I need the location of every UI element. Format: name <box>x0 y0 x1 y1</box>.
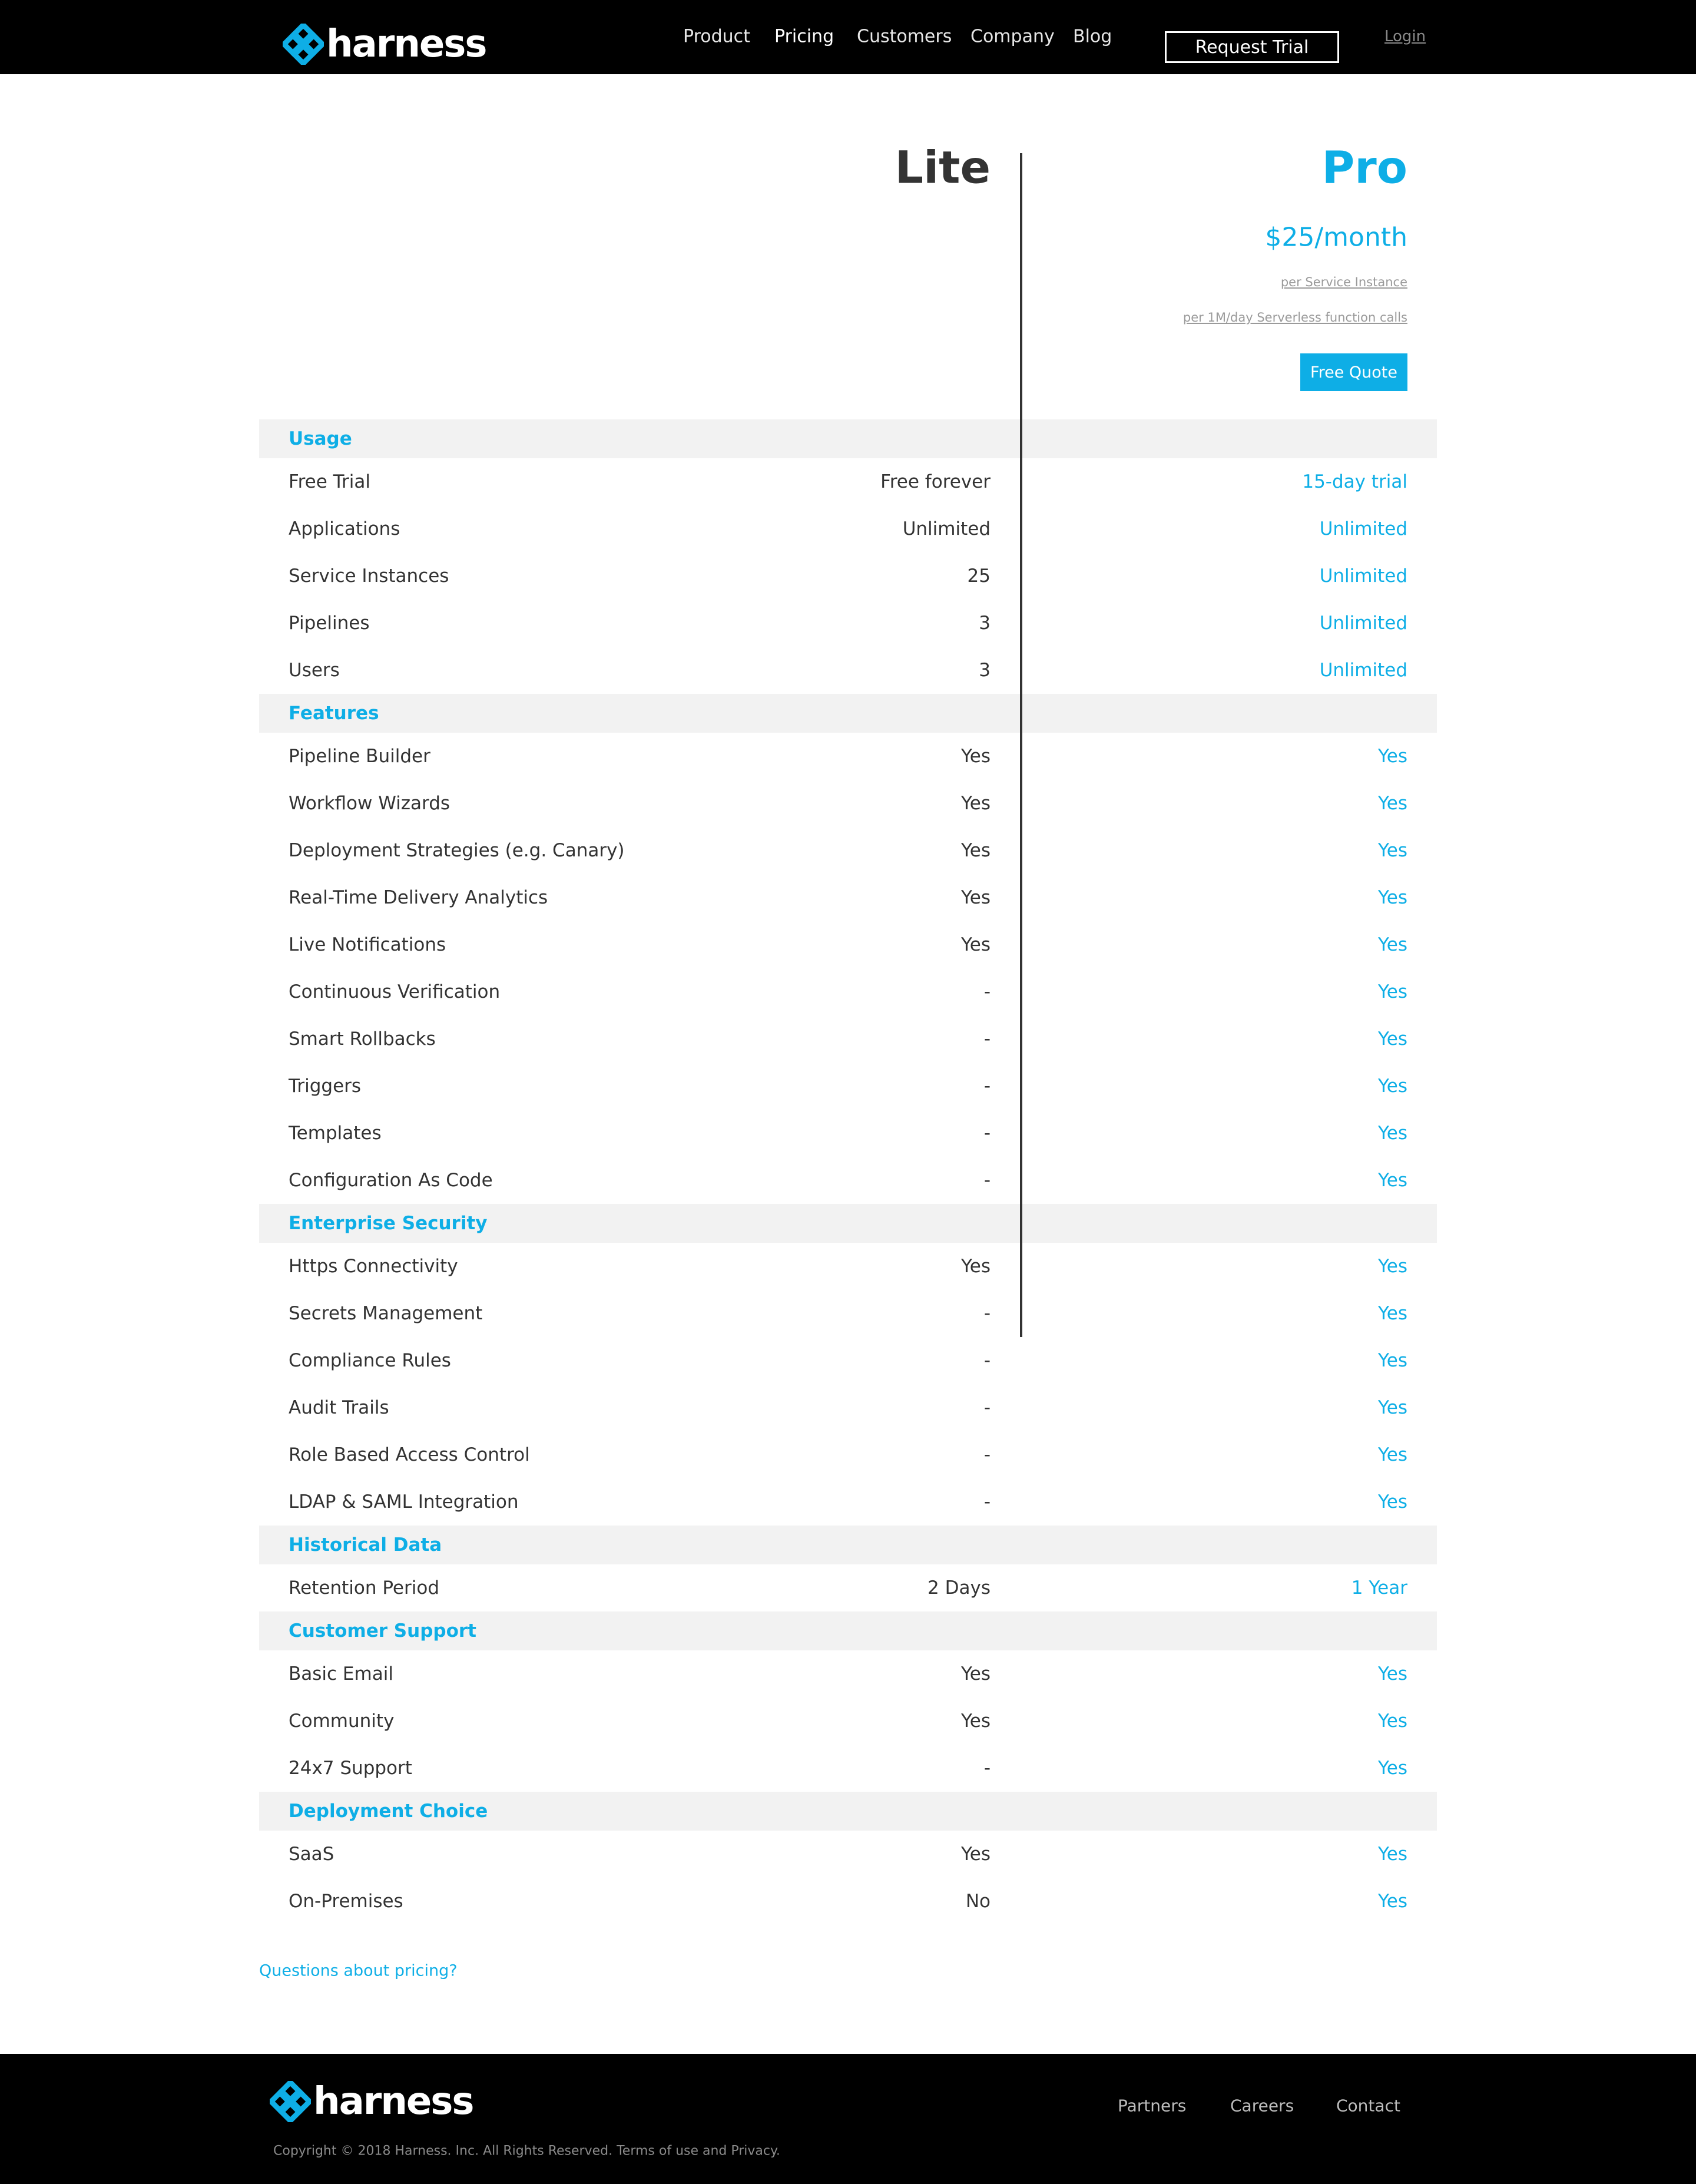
plan-pro-price: $25/month <box>1265 222 1407 253</box>
harness-logo[interactable] <box>283 24 486 65</box>
pro-value: Yes <box>1377 887 1407 908</box>
pro-note-service-instance[interactable]: per Service Instance <box>1280 275 1407 289</box>
feature-label: Users <box>289 660 340 681</box>
plan-pro-title: Pro <box>1321 141 1407 194</box>
feature-label: On-Premises <box>289 1891 403 1912</box>
column-divider <box>1020 153 1022 1337</box>
section-title: Customer Support <box>289 1620 476 1642</box>
footer-link-careers[interactable]: Careers <box>1230 2096 1294 2116</box>
pro-value: Yes <box>1377 1444 1407 1465</box>
lite-value: - <box>983 1170 991 1191</box>
logo-wordmark: harness <box>326 22 486 66</box>
pro-value: Yes <box>1377 1076 1407 1097</box>
feature-label: Templates <box>289 1123 382 1144</box>
section-band <box>259 694 1437 733</box>
feature-label: Deployment Strategies (e.g. Canary) <box>289 840 625 861</box>
feature-label: Real-Time Delivery Analytics <box>289 887 548 908</box>
harness-logo-icon <box>270 2081 311 2122</box>
free-quote-button[interactable]: Free Quote <box>1300 353 1407 391</box>
pro-value: Yes <box>1377 793 1407 814</box>
lite-value: - <box>983 1758 991 1779</box>
feature-label: Configuration As Code <box>289 1170 493 1191</box>
feature-label: LDAP & SAML Integration <box>289 1491 519 1513</box>
section-title: Usage <box>289 428 352 449</box>
feature-label: SaaS <box>289 1844 334 1865</box>
section-title: Historical Data <box>289 1534 442 1556</box>
lite-value: Yes <box>960 1256 991 1277</box>
questions-about-pricing-link[interactable]: Questions about pricing? <box>259 1961 458 1980</box>
request-trial-button[interactable]: Request Trial <box>1165 31 1339 63</box>
pro-value: Yes <box>1377 1303 1407 1324</box>
section-title: Deployment Choice <box>289 1801 488 1822</box>
pro-value: Yes <box>1377 981 1407 1002</box>
feature-label: Basic Email <box>289 1663 393 1685</box>
login-link[interactable]: Login <box>1384 28 1426 45</box>
lite-value: Yes <box>960 793 991 814</box>
feature-label: Service Instances <box>289 565 449 587</box>
feature-label: Https Connectivity <box>289 1256 458 1277</box>
pro-value: Yes <box>1377 1491 1407 1513</box>
feature-label: Live Notifications <box>289 934 446 955</box>
plan-lite-title: Lite <box>895 141 991 194</box>
feature-label: Compliance Rules <box>289 1350 451 1371</box>
pro-value: Yes <box>1377 934 1407 955</box>
pro-note-serverless[interactable]: per 1M/day Serverless function calls <box>1182 310 1407 325</box>
lite-value: Yes <box>960 1844 991 1865</box>
feature-label: Community <box>289 1710 395 1732</box>
feature-label: Audit Trails <box>289 1397 389 1418</box>
pro-value: Yes <box>1377 840 1407 861</box>
pro-value: Yes <box>1377 1350 1407 1371</box>
harness-logo-icon <box>283 24 324 65</box>
pro-value: Yes <box>1377 1028 1407 1050</box>
feature-label: Pipeline Builder <box>289 746 430 767</box>
feature-label: Workflow Wizards <box>289 793 450 814</box>
pro-value: Yes <box>1377 1758 1407 1779</box>
pro-value: Yes <box>1377 1710 1407 1732</box>
lite-value: Unlimited <box>902 518 991 540</box>
nav-blog[interactable]: Blog <box>1073 26 1112 47</box>
footer <box>0 2054 1696 2184</box>
lite-value: 3 <box>979 660 991 681</box>
section-title: Features <box>289 703 379 724</box>
lite-value: - <box>983 1303 991 1324</box>
pro-value: Yes <box>1377 1123 1407 1144</box>
pro-value: Unlimited <box>1319 518 1407 540</box>
feature-label: Role Based Access Control <box>289 1444 530 1465</box>
pro-value: Yes <box>1377 746 1407 767</box>
lite-value: 3 <box>979 613 991 634</box>
feature-label: Applications <box>289 518 400 540</box>
feature-label: Free Trial <box>289 471 370 492</box>
lite-value: Free forever <box>880 471 991 492</box>
top-navigation-bar <box>0 0 1696 74</box>
lite-value: Yes <box>960 887 991 908</box>
lite-value: Yes <box>960 746 991 767</box>
nav-product[interactable]: Product <box>683 26 750 47</box>
nav-pricing[interactable]: Pricing <box>774 26 834 47</box>
footer-link-partners[interactable]: Partners <box>1118 2096 1187 2116</box>
feature-label: Triggers <box>289 1076 362 1097</box>
copyright-text: Copyright © 2018 Harness. Inc. All Rights Reserved. Terms of use and Privacy. <box>273 2143 780 2159</box>
section-title: Enterprise Security <box>289 1213 488 1234</box>
footer-logo-wordmark: harness <box>313 2080 473 2123</box>
feature-label: Retention Period <box>289 1577 439 1599</box>
lite-value: Yes <box>960 1710 991 1732</box>
lite-value: - <box>983 1397 991 1418</box>
pro-value: Yes <box>1377 1170 1407 1191</box>
lite-value: Yes <box>960 840 991 861</box>
feature-label: Pipelines <box>289 613 370 634</box>
lite-value: - <box>983 1028 991 1050</box>
lite-value: 2 Days <box>928 1577 991 1599</box>
pro-value: Unlimited <box>1319 660 1407 681</box>
lite-value: Yes <box>960 934 991 955</box>
section-band <box>259 419 1437 458</box>
pro-value: Yes <box>1377 1663 1407 1685</box>
lite-value: No <box>965 1891 991 1912</box>
footer-harness-logo[interactable] <box>270 2081 473 2122</box>
pro-value: Unlimited <box>1319 613 1407 634</box>
feature-label: Smart Rollbacks <box>289 1028 436 1050</box>
lite-value: Yes <box>960 1663 991 1685</box>
lite-value: - <box>983 1491 991 1513</box>
lite-value: - <box>983 981 991 1002</box>
feature-label: 24x7 Support <box>289 1758 412 1779</box>
lite-value: - <box>983 1444 991 1465</box>
pro-value: 1 Year <box>1351 1577 1407 1599</box>
feature-label: Continuous Verification <box>289 981 501 1002</box>
feature-label: Secrets Management <box>289 1303 483 1324</box>
pro-value: Yes <box>1377 1256 1407 1277</box>
pro-value: 15-day trial <box>1302 471 1407 492</box>
pro-value: Yes <box>1377 1844 1407 1865</box>
nav-customers[interactable]: Customers <box>857 26 952 47</box>
lite-value: - <box>983 1076 991 1097</box>
pro-value: Yes <box>1377 1397 1407 1418</box>
pro-value: Yes <box>1377 1891 1407 1912</box>
pro-value: Unlimited <box>1319 565 1407 587</box>
lite-value: - <box>983 1350 991 1371</box>
footer-link-contact[interactable]: Contact <box>1336 2096 1400 2116</box>
lite-value: 25 <box>967 565 991 587</box>
nav-company[interactable]: Company <box>970 26 1055 47</box>
lite-value: - <box>983 1123 991 1144</box>
